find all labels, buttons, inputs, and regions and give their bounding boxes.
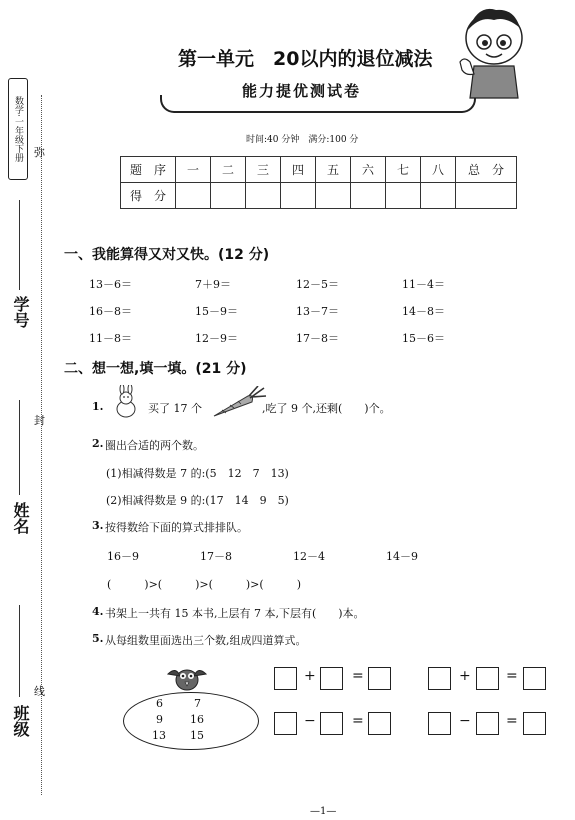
score-header-cell: 总 分 xyxy=(456,157,517,183)
arithmetic-problem: 11－4＝ xyxy=(402,278,445,291)
group-number: 15 xyxy=(190,729,204,742)
q3-order-blanks[interactable]: ( )>( )>( )>( ) xyxy=(107,578,301,591)
q3-expression: 14－9 xyxy=(386,550,418,563)
cartoon-boy-icon xyxy=(458,4,530,106)
score-header-cell: 二 xyxy=(211,157,246,183)
arithmetic-problem: 12－5＝ xyxy=(296,278,339,291)
answer-box[interactable] xyxy=(368,667,391,690)
score-table xyxy=(120,156,517,209)
arithmetic-problem: 13－6＝ xyxy=(89,278,132,291)
score-input-cell[interactable] xyxy=(421,183,456,209)
q3-expression: 12－4 xyxy=(293,550,325,563)
score-input-cell[interactable] xyxy=(211,183,246,209)
page-subtitle: 能力提优测试卷 xyxy=(242,82,362,100)
question-number: 2. xyxy=(92,437,104,450)
answer-box[interactable] xyxy=(274,712,297,735)
q2-sub2[interactable]: (2)相减得数是 9 的:(17 14 9 5) xyxy=(106,494,289,507)
answer-box[interactable] xyxy=(428,667,451,690)
score-input-cell[interactable] xyxy=(176,183,211,209)
student-number-line[interactable] xyxy=(19,200,20,290)
minus-sign: − xyxy=(304,713,316,729)
score-row-label: 得 分 xyxy=(121,183,176,209)
question-number: 5. xyxy=(92,632,104,645)
arithmetic-problem: 7＋9＝ xyxy=(195,278,231,291)
score-input-cell[interactable] xyxy=(456,183,517,209)
group-number: 9 xyxy=(156,713,163,726)
q3-expression: 17－8 xyxy=(200,550,232,563)
arithmetic-problem: 17－8＝ xyxy=(296,332,339,345)
q5-text: 从每组数里面选出三个数,组成四道算式。 xyxy=(105,634,307,647)
answer-box[interactable] xyxy=(274,667,297,690)
margin-mark: 封 xyxy=(34,414,45,427)
arithmetic-problem: 14－8＝ xyxy=(402,305,445,318)
q2-sub1[interactable]: (1)相减得数是 7 的:(5 12 7 13) xyxy=(106,467,289,480)
carrot-icon xyxy=(208,386,268,420)
name-line[interactable] xyxy=(19,400,20,495)
margin-mark: 弥 xyxy=(34,146,45,159)
page-title: 第一单元 20以内的退位减法 xyxy=(178,48,433,70)
answer-box[interactable] xyxy=(428,712,451,735)
answer-box[interactable] xyxy=(476,667,499,690)
plus-sign: + xyxy=(304,668,316,684)
arithmetic-problem: 15－6＝ xyxy=(402,332,445,345)
class-line[interactable] xyxy=(19,605,20,697)
section1-heading: 一、我能算得又对又快。(12 分) xyxy=(64,247,270,263)
q1-text-part2: ,吃了 9 个,还剩( )个。 xyxy=(262,402,391,415)
score-header-cell: 一 xyxy=(176,157,211,183)
q1-text-part1: 买了 17 个 xyxy=(148,402,202,415)
equals-sign: = xyxy=(506,668,518,684)
subtitle-bracket xyxy=(160,95,476,113)
group-number: 6 xyxy=(156,697,163,710)
class-label: 班级 xyxy=(11,705,30,737)
answer-box[interactable] xyxy=(476,712,499,735)
score-header-cell: 三 xyxy=(246,157,281,183)
score-header-cell: 六 xyxy=(351,157,386,183)
score-input-cell[interactable] xyxy=(351,183,386,209)
name-label: 姓名 xyxy=(11,502,30,534)
q3-text: 按得数给下面的算式排排队。 xyxy=(105,521,248,534)
group-number: 16 xyxy=(190,713,204,726)
answer-box[interactable] xyxy=(523,712,546,735)
score-header-cell: 八 xyxy=(421,157,456,183)
score-header-cell: 题 序 xyxy=(121,157,176,183)
bird-icon xyxy=(164,660,210,694)
question-number: 1. xyxy=(92,400,104,413)
q3-expression: 16－9 xyxy=(107,550,139,563)
question-number: 3. xyxy=(92,519,104,532)
score-header-cell: 七 xyxy=(386,157,421,183)
equals-sign: = xyxy=(352,713,364,729)
arithmetic-problem: 12－9＝ xyxy=(195,332,238,345)
q4-text: 书架上一共有 15 本书,上层有 7 本,下层有( )本。 xyxy=(105,607,365,620)
answer-box[interactable] xyxy=(320,712,343,735)
q2-text: 圈出合适的两个数。 xyxy=(105,439,204,452)
page-number: —1— xyxy=(310,806,337,817)
book-tag: 数学·一年级下册 xyxy=(8,78,28,180)
equals-sign: = xyxy=(352,668,364,684)
student-number-label: 学号 xyxy=(11,296,30,328)
score-input-cell[interactable] xyxy=(316,183,351,209)
answer-box[interactable] xyxy=(320,667,343,690)
answer-box[interactable] xyxy=(523,667,546,690)
arithmetic-problem: 15－9＝ xyxy=(195,305,238,318)
margin-mark: 线 xyxy=(34,685,45,698)
score-header-cell: 四 xyxy=(281,157,316,183)
plus-sign: + xyxy=(459,668,471,684)
time-score-info: 时间:40 分钟 满分:100 分 xyxy=(246,135,359,145)
question-number: 4. xyxy=(92,605,104,618)
arithmetic-problem: 11－8＝ xyxy=(89,332,132,345)
score-input-cell[interactable] xyxy=(281,183,316,209)
minus-sign: − xyxy=(459,713,471,729)
group-number: 7 xyxy=(194,697,201,710)
section2-heading: 二、想一想,填一填。(21 分) xyxy=(64,361,247,377)
answer-box[interactable] xyxy=(368,712,391,735)
score-input-cell[interactable] xyxy=(246,183,281,209)
score-input-cell[interactable] xyxy=(386,183,421,209)
arithmetic-problem: 13－7＝ xyxy=(296,305,339,318)
rabbit-icon xyxy=(110,385,142,419)
score-header-cell: 五 xyxy=(316,157,351,183)
equals-sign: = xyxy=(506,713,518,729)
arithmetic-problem: 16－8＝ xyxy=(89,305,132,318)
group-number: 13 xyxy=(152,729,166,742)
